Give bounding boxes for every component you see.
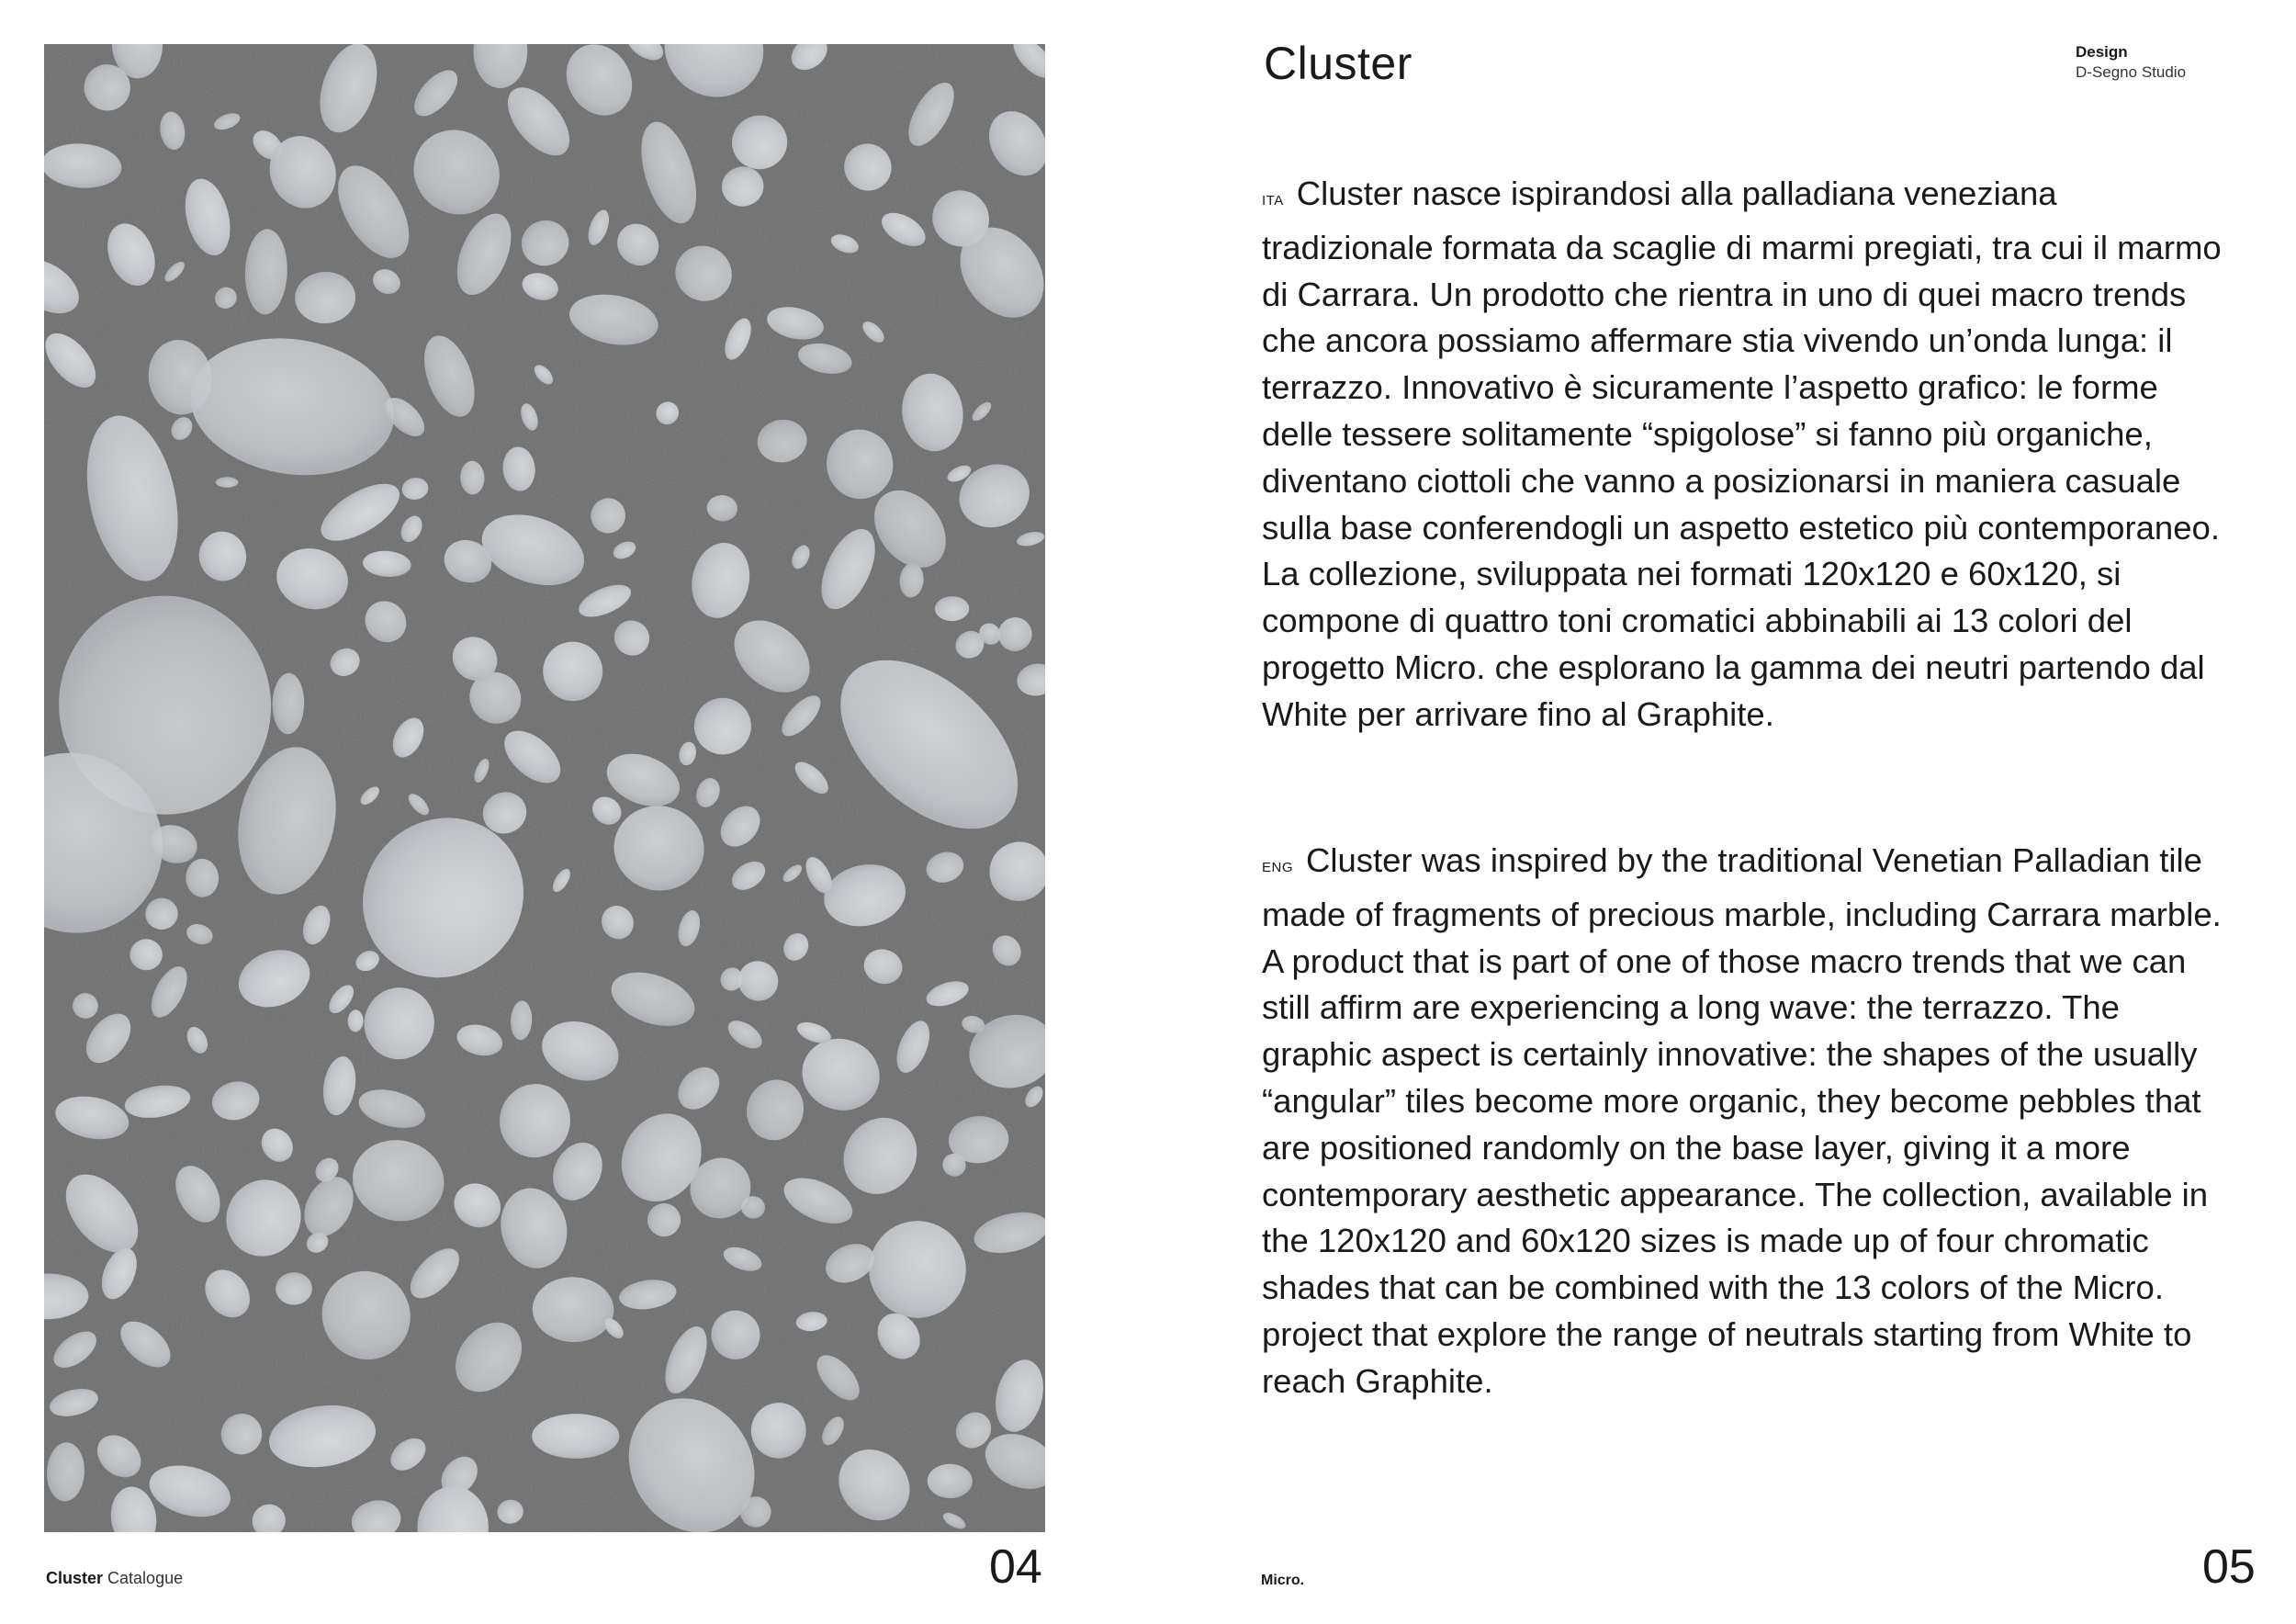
terrazzo-texture-image xyxy=(44,44,1045,1532)
terrazzo-pattern xyxy=(44,44,1045,1532)
micro-logo: Micro. xyxy=(1261,1573,1305,1588)
marble-chip xyxy=(216,477,239,487)
ita-text-1: Cluster nasce ispirandosi alla palladiana veneziana tradizionale formata da scaglie di marmi pregiati, tra cui il marmo di Carrara. Un prodotto che rientra in uno di quei macro trends che ancora possiamo affermare stia vivendo un’onda lunga: il terrazzo. Innovativo è sicuramente l’aspetto grafico: le forme delle tessere solitamente “spigolose” si fanno più organiche, diventano ciottoli che vanno a posizionarsi in maniera casuale sulla base conferendogli un aspetto estetico più contemporaneo. xyxy=(1262,175,2222,547)
design-studio: D-Segno Studio xyxy=(2076,63,2187,81)
design-credit xyxy=(2076,42,2186,83)
design-label: Design xyxy=(2076,43,2128,61)
marble-chip xyxy=(532,1414,619,1459)
ita-text-2: La collezione, sviluppata nei formati 120x120 e 60x120, si compone di quattro toni cromatici abbinabili ai 13 colori del progetto Micro. che esplorano la gamma dei neutri partendo dal White per arrivare fino al Graphite. xyxy=(1262,555,2205,733)
lang-tag-ita: ITA xyxy=(1262,193,1284,209)
catalogue-footer xyxy=(46,1569,183,1588)
english-description xyxy=(1262,838,2235,1405)
page-number-right: 05 xyxy=(2202,1540,2256,1594)
footer-brand: Cluster xyxy=(46,1569,104,1587)
footer-label: Catalogue xyxy=(107,1569,184,1587)
page-title: Cluster xyxy=(1264,38,1412,89)
lang-tag-eng: ENG xyxy=(1262,860,1294,875)
eng-text: Cluster was inspired by the traditional Venetian Palladian tile made of fragments of precious marble, including Carrara marble. A product that is part of one of those macro trends that we can still affirm are experiencing a long wave: the terrazzo. The graphic aspect is certainly innovative: the shapes of the usually “angular” tiles become more organic, they become pebbles that are positioned randomly on the base layer, giving it a more contemporary aesthetic appearance. The collection, available in the 120x120 and 60x120 sizes is made up of four chromatic shades that can be combined with the 13 colors of the Micro. project that explore the range of neutrals starting from White to reach Graphite. xyxy=(1262,841,2222,1400)
italian-description xyxy=(1262,171,2235,739)
page-number-left: 04 xyxy=(989,1540,1042,1594)
